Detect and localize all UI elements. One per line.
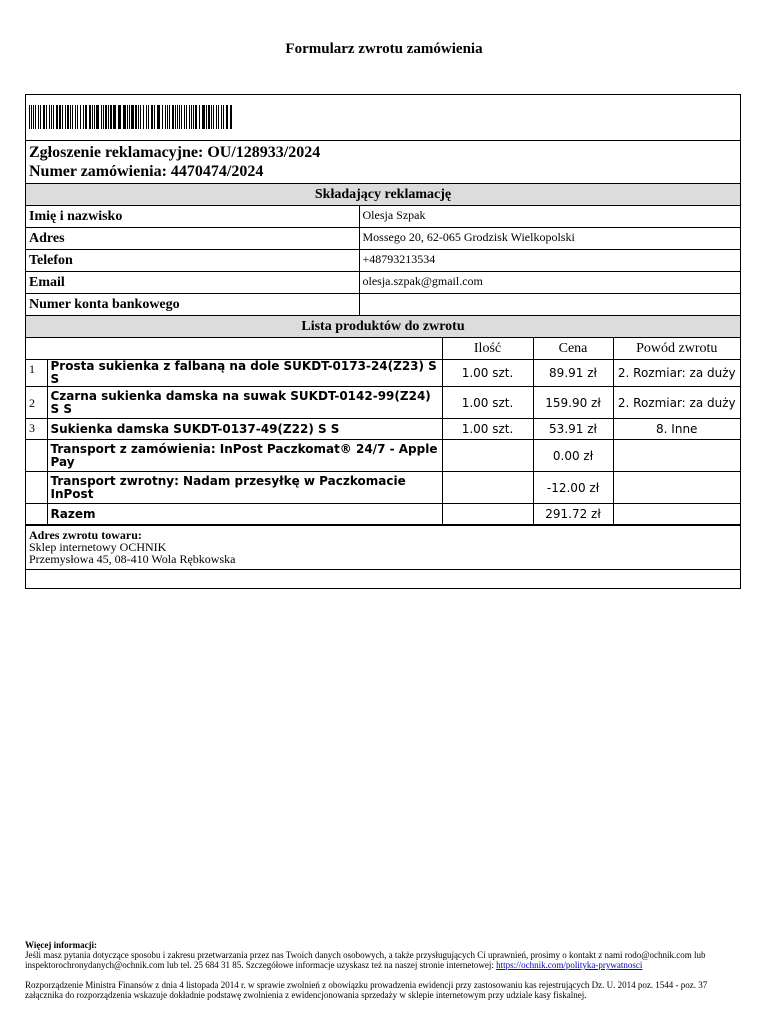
claimant-row [26,250,740,272]
product-price: 159.90 zł [533,387,613,419]
row-number-empty [26,472,47,504]
return-form [25,94,741,589]
field-label: Imię i nazwisko [26,206,359,228]
transport-out-row [26,472,740,504]
phone-value: +48793213534 [359,250,740,272]
column-header-qty: Ilość [442,338,533,360]
transport-in-row [26,440,740,472]
product-name: Sukienka damska SUKDT-0137-49(Z22) S S [47,419,442,440]
complaint-header [26,141,740,184]
product-qty: 1.00 szt. [442,419,533,440]
full-name-value: Olesja Szpak [359,206,740,228]
blank-row [26,570,740,588]
claimant-table [26,184,740,316]
total-price: 291.72 zł [533,504,613,525]
products-section-title: Lista produktów do zwrotu [26,316,740,338]
reason-empty [613,504,740,525]
product-price: 89.91 zł [533,360,613,387]
claimant-row [26,228,740,250]
column-header-reason: Powód zwrotu [613,338,740,360]
reason-empty [613,440,740,472]
qty-empty [442,504,533,525]
product-reason: 8. Inne [613,419,740,440]
total-label: Razem [47,504,442,525]
qty-empty [442,472,533,504]
transport-in-name: Transport z zamówienia: InPost Paczkomat® 24/7 - Apple Pay [47,440,442,472]
row-number: 1 [26,360,47,387]
row-number: 2 [26,387,47,419]
total-row [26,504,740,525]
field-label: Email [26,272,359,294]
products-header-row [26,338,740,360]
row-number: 3 [26,419,47,440]
product-name: Czarna sukienka damska na suwak SUKDT-0142-99(Z24) S S [47,387,442,419]
column-header-empty [26,338,442,360]
column-header-price: Cena [533,338,613,360]
email-value: olesja.szpak@gmail.com [359,272,740,294]
footer-regulation: Rozporządzenie Ministra Finansów z dnia 4 listopada 2014 r. w sprawie zwolnień z obowiązku prowadzenia ewidencji przy zastosowaniu kas rejestrujących Dz. U. 2014 poz. 1544 - poz. 37 załącznika do rozporządzenia wskazuje dokładnie podstawę zwolnienia z ewidencjonowania sprzedaży w sklepie internetowym przy udziale kasy fiskalnej. [25,980,708,1000]
claimant-section-title: Składający reklamację [26,184,740,206]
field-label: Telefon [26,250,359,272]
return-address-line2: Przemysłowa 45, 08-410 Wola Rębkowska [29,552,236,566]
field-label: Numer konta bankowego [26,294,359,316]
product-row [26,419,740,440]
product-row [26,360,740,387]
product-name: Prosta sukienka z falbaną na dole SUKDT-0173-24(Z23) S S [47,360,442,387]
privacy-policy-link[interactable]: https://ochnik.com/polityka-prywatnosci [496,960,643,970]
bank-account-value [359,294,740,316]
product-reason: 2. Rozmiar: za duży [613,360,740,387]
page-title: Formularz zwrotu zamówienia [285,41,483,57]
barcode-row [26,95,740,141]
transport-out-name: Transport zwrotny: Nadam przesyłkę w Paczkomacie InPost [47,472,442,504]
return-address-label: Adres zwrotu towaru: [29,528,142,542]
return-address [26,525,740,570]
footer-privacy-text [25,950,741,970]
address-value: Mossego 20, 62-065 Grodzisk Wielkopolski [359,228,740,250]
field-label: Adres [26,228,359,250]
row-number-empty [26,504,47,525]
product-reason: 2. Rozmiar: za duży [613,387,740,419]
product-qty: 1.00 szt. [442,387,533,419]
product-row [26,387,740,419]
return-address-line1: Sklep internetowy OCHNIK [29,540,167,554]
footer-heading: Więcej informacji: [25,940,98,950]
transport-in-price: 0.00 zł [533,440,613,472]
order-number: Numer zamówienia: 4470474/2024 [29,163,264,180]
footer [25,940,741,1000]
claimant-row [26,206,740,228]
row-number-empty [26,440,47,472]
barcode-image [29,105,233,129]
claimant-row [26,294,740,316]
qty-empty [442,440,533,472]
complaint-number: Zgłoszenie reklamacyjne: OU/128933/2024 [29,144,321,161]
product-qty: 1.00 szt. [442,360,533,387]
product-price: 53.91 zł [533,419,613,440]
footer-privacy-body: Jeśli masz pytania dotyczące sposobu i zakresu przetwarzania przez nas Twoich danych osobowych, a także przysługujących Ci uprawnień, prosimy o kontakt z nami rodo@ochnik.com lub inspektorochronydanych@ochnik.com lub tel. 25 684 31 85. Szczegółowe informacje uzyskasz też na naszej stronie internetowej: [25,950,706,970]
reason-empty [613,472,740,504]
products-table [26,316,740,525]
claimant-row [26,272,740,294]
transport-out-price: -12.00 zł [533,472,613,504]
